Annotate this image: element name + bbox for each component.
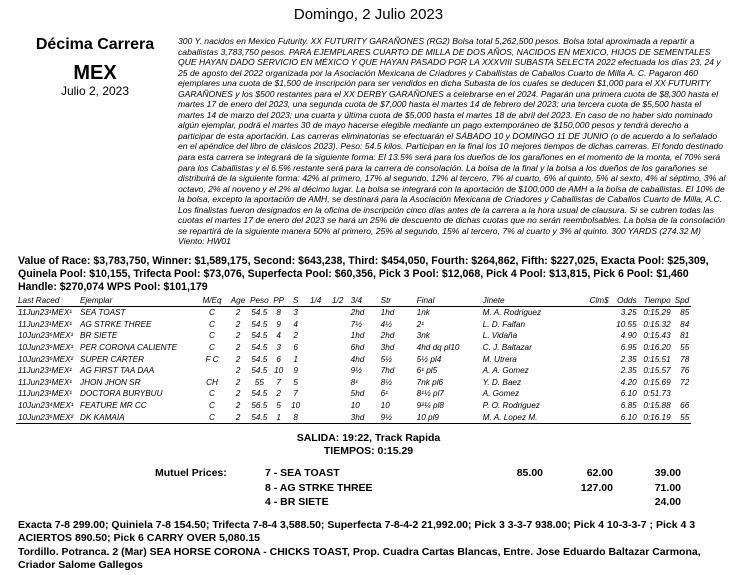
- purse-and-pools: Value of Race: $3,783,750, Winner: $1,589,175, Second: $643,238, Third: $454,050, Fourth: $264,862, Fifth: $227,025, Exacta Pool: $25,309, Quinela Pool: $10,155, Trifecta Pool: $73,076, Superfecta Pool: $60,356, Pick 3 Pool: $12,068, Pick 4 Pool: $13,815, Pick 6 Pool: $1,460: [18, 255, 709, 280]
- table-cell: 78: [680, 354, 690, 364]
- col-q3: 3/4: [349, 295, 379, 307]
- table-cell: P. O. Rodriguez: [482, 401, 540, 411]
- table-cell: 2.35: [620, 354, 637, 364]
- table-cell: 9: [293, 366, 298, 376]
- table-cell: [585, 319, 611, 331]
- track-code: MEX: [73, 62, 117, 84]
- table-cell: AG STRKE THREE: [80, 319, 152, 329]
- table-row: [16, 377, 691, 389]
- table-cell: 8¹½ pl7: [416, 389, 444, 399]
- table-cell: 10Jun23⁶MEX¹: [18, 343, 74, 353]
- table-cell: 2: [235, 389, 241, 399]
- table-cell: 1: [293, 354, 298, 364]
- table-cell: [305, 365, 327, 377]
- table-cell: 1hd: [350, 331, 365, 341]
- table-cell: 10: [350, 401, 360, 411]
- table-cell: [305, 307, 327, 319]
- table-cell: 10: [274, 366, 284, 376]
- mutuel-show: 39.00: [654, 467, 681, 479]
- table-cell: 55: [673, 411, 692, 423]
- col-peso: Peso: [250, 296, 269, 305]
- table-cell: 0:16.19: [639, 411, 673, 423]
- table-cell: 4.90: [620, 331, 637, 341]
- table-cell: 0:51.73: [643, 389, 671, 399]
- mutuel-name: 4 - BR SIETE: [265, 496, 329, 508]
- table-row: [16, 400, 691, 412]
- col-jinete: Jinete: [481, 295, 585, 307]
- mutuel-label: Mutuel Prices:: [155, 467, 227, 479]
- table-cell: 10Jun23⁶MEX²: [18, 354, 74, 364]
- table-cell: [305, 342, 327, 354]
- table-row: [16, 411, 691, 423]
- table-cell: JHON JHON SR: [80, 377, 141, 387]
- table-cell: 11Jun23¹MEX¹: [18, 308, 73, 318]
- table-cell: [305, 411, 327, 423]
- table-cell: 10: [380, 401, 390, 411]
- table-cell: 5: [293, 377, 298, 387]
- table-cell: 6¹: [380, 389, 388, 399]
- table-cell: [585, 377, 611, 389]
- col-q1: 1/4: [305, 295, 327, 307]
- table-cell: 81: [680, 331, 690, 341]
- table-cell: 8¹: [350, 377, 358, 387]
- table-cell: 2: [276, 389, 281, 399]
- table-cell: SEA TOAST: [80, 308, 126, 318]
- table-cell: 6.10: [611, 411, 639, 423]
- table-row: [16, 330, 691, 342]
- table-cell: 11Jun23¹MEX¹: [18, 377, 73, 387]
- table-cell: 6: [293, 343, 298, 353]
- table-cell: 56.5: [251, 401, 268, 411]
- table-cell: 54.5: [251, 308, 268, 318]
- race-name: Décima Carrera: [35, 36, 155, 53]
- table-cell: 2: [235, 377, 241, 387]
- table-cell: [585, 342, 611, 354]
- table-cell: 84: [680, 319, 690, 329]
- table-cell: 6: [276, 354, 281, 364]
- table-cell: [673, 388, 692, 400]
- page-date: Domingo, 2 Julio 2023: [293, 6, 444, 23]
- table-cell: C: [209, 308, 215, 318]
- table-row: [16, 342, 691, 354]
- table-cell: 5½: [380, 354, 393, 364]
- table-cell: 2: [293, 331, 298, 341]
- table-cell: [305, 400, 327, 412]
- table-cell: 10: [291, 401, 301, 411]
- table-cell: 0:15.29: [643, 308, 671, 318]
- table-cell: 7½: [350, 319, 363, 329]
- table-cell: [585, 388, 611, 400]
- table-cell: 6.10: [620, 389, 637, 399]
- table-cell: [327, 400, 349, 412]
- table-cell: 6¹ pl5: [416, 366, 438, 376]
- table-cell: 9²¼ pl8: [416, 401, 444, 411]
- table-cell: 2.35: [620, 366, 637, 376]
- table-cell: 10 pl9: [415, 411, 481, 423]
- table-cell: 2: [235, 401, 241, 411]
- table-cell: [327, 353, 349, 365]
- table-cell: 8½: [380, 377, 393, 387]
- table-cell: 76: [680, 366, 690, 376]
- table-cell: 54.5: [251, 354, 268, 364]
- table-cell: 0:15.32: [643, 319, 671, 329]
- table-cell: DK KAMAIA: [78, 411, 196, 423]
- table-cell: 2: [228, 411, 248, 423]
- table-cell: C: [209, 401, 215, 411]
- col-spd: Spd: [674, 296, 690, 305]
- table-cell: [327, 342, 349, 354]
- table-cell: L. Vidaña: [482, 331, 518, 341]
- table-cell: 9½: [350, 366, 363, 376]
- table-cell: F C: [205, 354, 219, 364]
- table-cell: [196, 365, 228, 377]
- col-age: Age: [228, 295, 248, 307]
- table-cell: CH: [206, 377, 218, 387]
- table-cell: 2: [235, 308, 241, 318]
- table-cell: 6.95: [620, 343, 637, 353]
- table-cell: 2: [235, 319, 241, 329]
- results-header-row: [16, 295, 691, 307]
- table-cell: SUPER CARTER: [80, 354, 144, 364]
- table-cell: 7hd: [380, 366, 395, 376]
- col-final: Final: [415, 295, 481, 307]
- exotic-payouts: Exacta 7-8 299.00; Quiniela 7-8 154.50; Trifecta 7-8-4 3,588.50; Superfecta 7-8-4-2 21,992.00; Pick 3 3-3-7 938.00; Pick 4 10-3-3-7 ; Pick 4 3 ACIERTOS 890.50; Pick 6 CARRY OVER 5,080.15: [18, 519, 696, 544]
- table-cell: M. Utrera: [482, 354, 517, 364]
- table-row: [16, 319, 691, 331]
- table-cell: 54.5: [248, 411, 271, 423]
- mutuel-win: 85.00: [516, 467, 543, 479]
- table-cell: [327, 377, 349, 389]
- table-cell: [327, 319, 349, 331]
- table-cell: [327, 307, 349, 319]
- table-cell: 7nk pl6: [416, 377, 444, 387]
- table-cell: 5: [276, 401, 281, 411]
- table-cell: PER CORONA CALIENTE: [80, 343, 178, 353]
- col-last-raced: Last Raced: [16, 295, 78, 307]
- table-cell: A. A. Gomez: [482, 366, 529, 376]
- table-cell: 11Jun23¹MEX¹: [18, 319, 73, 329]
- col-meq: M/Eq: [196, 295, 228, 307]
- table-cell: [305, 388, 327, 400]
- table-cell: 6hd: [350, 343, 365, 353]
- table-cell: DOCTORA BURYBUU: [80, 389, 163, 399]
- table-cell: [327, 411, 349, 423]
- table-cell: C: [209, 389, 215, 399]
- table-cell: 1hd: [380, 308, 395, 318]
- table-cell: 54.5: [251, 331, 268, 341]
- table-cell: [585, 353, 611, 365]
- table-cell: 4½: [380, 319, 393, 329]
- table-cell: AG FIRST TAA DAA: [80, 366, 155, 376]
- table-cell: 0:15.69: [643, 377, 671, 387]
- start-info: SALIDA: 19:22, Track Rapida: [296, 432, 441, 444]
- table-cell: 10Jun23⁴MEX¹: [18, 401, 74, 411]
- table-cell: Y. D. Baez: [482, 377, 522, 387]
- col-tiempo: Tiempo: [639, 295, 673, 307]
- table-cell: 3: [293, 308, 298, 318]
- table-cell: 1nk: [416, 308, 430, 318]
- table-cell: [305, 353, 327, 365]
- table-cell: [327, 330, 349, 342]
- table-cell: [585, 365, 611, 377]
- table-cell: 2hd: [350, 308, 365, 318]
- mutuel-show: 24.00: [654, 496, 681, 508]
- col-s: S: [287, 295, 305, 307]
- table-cell: 0:15.43: [643, 331, 671, 341]
- table-cell: [327, 388, 349, 400]
- col-clm: Clm$: [585, 295, 611, 307]
- table-cell: 7: [293, 389, 298, 399]
- table-cell: 2: [235, 331, 241, 341]
- table-cell: BR SIETE: [80, 331, 118, 341]
- table-cell: 10Jun23⁶MEX²: [16, 411, 78, 423]
- table-cell: 7: [276, 377, 281, 387]
- times-info: TIEMPOS: 0:15.29: [323, 445, 414, 457]
- table-cell: 85: [680, 308, 690, 318]
- mutuel-name: 7 - SEA TOAST: [265, 467, 340, 479]
- table-row: [16, 307, 691, 319]
- table-cell: 4.20: [620, 377, 637, 387]
- table-cell: C: [196, 411, 228, 423]
- table-cell: [585, 330, 611, 342]
- table-cell: 3.25: [620, 308, 637, 318]
- race-date: Julio 2, 2023: [60, 84, 130, 98]
- table-cell: [585, 400, 611, 412]
- table-cell: [305, 319, 327, 331]
- table-cell: 11Jun23¹MEX¹: [18, 389, 73, 399]
- handle-line: Handle: $270,074 WPS Pool: $101,179: [18, 281, 208, 293]
- col-ejemplar: Ejemplar: [78, 295, 196, 307]
- winner-footnote: Tordillo. Potranca. 2 (Mar) SEA HORSE CORONA - CHICKS TOAST, Prop. Cuadra Cartas Blancas, Entre. Jose Eduardo Baltazar Carmona, Criador Salome Gallegos: [18, 546, 701, 571]
- table-cell: 2: [235, 343, 241, 353]
- table-cell: 54.5: [251, 366, 268, 376]
- table-cell: 5½ pl4: [416, 354, 442, 364]
- table-cell: 11Jun23¹MEX¹: [18, 366, 73, 376]
- table-cell: C: [209, 343, 215, 353]
- table-cell: 0:16.20: [643, 343, 671, 353]
- col-str: Str: [379, 295, 415, 307]
- table-cell: 66: [680, 401, 690, 411]
- table-cell: [585, 411, 611, 423]
- table-cell: 5hd: [350, 389, 365, 399]
- table-cell: 54.5: [251, 389, 268, 399]
- table-cell: 9: [276, 319, 281, 329]
- table-cell: 72: [680, 377, 690, 387]
- table-cell: C: [209, 319, 215, 329]
- mutuel-place: 62.00: [586, 467, 613, 479]
- table-cell: 4hd: [350, 354, 365, 364]
- mutuel-show: 71.00: [654, 481, 681, 494]
- table-cell: M. A. Lopez M.: [481, 411, 585, 423]
- table-cell: 2¹: [416, 319, 424, 329]
- table-cell: 3nk: [416, 331, 430, 341]
- table-cell: 2: [235, 366, 241, 376]
- table-cell: 54.5: [251, 343, 268, 353]
- table-cell: 1: [271, 411, 287, 423]
- col-pp: PP: [271, 295, 287, 307]
- mutuel-place: 127.00: [580, 481, 613, 494]
- table-cell: 2hd: [380, 331, 395, 341]
- table-cell: 3hd: [349, 411, 379, 423]
- table-cell: 9½: [379, 411, 415, 423]
- table-cell: 4hd dq pl10: [416, 343, 460, 353]
- table-cell: 8: [276, 308, 281, 318]
- table-cell: 54.5: [251, 319, 268, 329]
- table-cell: [327, 365, 349, 377]
- table-cell: A. Gomez: [482, 389, 520, 399]
- table-cell: 0:15.57: [643, 366, 671, 376]
- table-cell: 10.55: [616, 319, 637, 329]
- table-cell: 4: [293, 319, 298, 329]
- table-row: [16, 365, 691, 377]
- table-cell: [305, 377, 327, 389]
- table-cell: 3hd: [380, 343, 395, 353]
- table-row: [16, 388, 691, 400]
- table-cell: [585, 307, 611, 319]
- table-cell: 55: [680, 343, 690, 353]
- table-cell: 2: [235, 354, 241, 364]
- col-q2: 1/2: [327, 295, 349, 307]
- table-cell: M. A. Rodriguez: [482, 308, 542, 318]
- table-cell: 0:15.51: [643, 354, 671, 364]
- table-cell: [305, 330, 327, 342]
- race-conditions: 300 Y. nacidos en Mexico Futurity. XX FUTURITY GARAÑONES (RG2) Bolsa total 5,262,500 pesos. Bolsa total aproximada a repartir a caballistas 3,783,750 pesos. PARA EJEMPLARES CUARTO DE MILLA DE DOS AÑOS, NACIDOS EN MEXICO, HIJOS DE SEMENTALES QUE HAYAN DADO SERVICIO EN MÉXICO Y QUE HAYAN PASADO POR LA XXXVIII SUBASTA SELECTA 2022 efectuada los días 23, 24 y 25 de agosto del 2022 organizada por la Asociación Mexicana de Criadores y Caballistas de Caballos Cuarto de Milla A. C. Pagaron 460 ejemplares una cuota de $1,500 de inscripción para ser vendidos en dicha Subasta de los cuales se deducen $1,000 para el XX FUTURITY GARAÑONES y los $500 restantes para el XX DERBY GARAÑONES a celebrarse en el 2024. Pagarán una primera cuota de $8,300 hasta el martes 17 de enero del 2023, una segunda cuota de $7,000 hasta el martes 14 de febrero del 2023; una tercera cuota de $5,500 hasta el martes 14 de marzo del 2023; una cuarta y última cuota de $5,000 hasta el martes 18 de abril del 2023. En caso de no haber sido nominado algún ejemplar, podrá el martes 30 de mayo hacerse elegible mediante un pago extemporáneo de $150,000 pesos y tendrá derecho a participar de esta aportación. Las carreras eliminatorias se efectuarán el SÁBADO 10 y DOMINGO 11 DE JUNIO (o de acuerdo a lo señalado en el apéndice del libro de clásicos 2023). Peso: 54.5 kilos. Participan en la final los 10 mejores tiempos de dichas carreras. El fondo destinado para esta carrera se integrará de la siguiente forma: El 13.5% será para los dueños de los garañones en el momento de la monta, el 70% será para los Caballistas y el 6.5% restante será para la carrera de consolación. La bolsa de la final y la bolsa a los dueños de los garañones se distribuirá de la siguiente forma: 42% al primero, 17% al segundo, 12% al tercero, 7% al cuarto, 6% al quinto, 5% al sexto, 4% al séptimo, 3% al octavo, 2% al noveno y el 2% al décimo lugar. La bolsa se integrará con la aportación de $100,000 de AMH a la bolsa de caballistas. El 10% de la bolsa, excepto la aportación de AMH, se destinará para la Asociación Mexicana de Criadores y Caballistas de Caballos Cuarto de Milla, A.C. Los finalistas fueron designados en la oficina de inscripción cinco días antes de la carrera a la hora usual de clausura. Si se cubren todas las cuotas el martes 17 de enero del 2023 se hará un 25% de descuento de dichas cuotas que no serán reembolsables. La bolsa de la consolación se repartirá de la siguiente manera 50% al primero, 25% al segundo, 15% al tercero, 7% al cuarto y 3% al quinto. 300 YARDS (274.32 M) Viento: HW01: [178, 36, 726, 247]
- table-cell: FEATURE MR CC: [80, 401, 147, 411]
- table-cell: L. D. Falfan: [482, 319, 525, 329]
- results-table: [16, 295, 691, 424]
- table-cell: 3: [276, 343, 281, 353]
- table-cell: 55: [254, 377, 264, 387]
- table-row: [16, 353, 691, 365]
- table-cell: C. J. Baltazar: [482, 343, 532, 353]
- table-cell: 6.85: [620, 401, 637, 411]
- table-cell: C: [209, 331, 215, 341]
- table-cell: 0:15.88: [643, 401, 671, 411]
- table-cell: 8: [287, 411, 305, 423]
- col-odds: Odds: [611, 295, 639, 307]
- mutuel-name: 8 - AG STRKE THREE: [265, 481, 373, 494]
- table-cell: 4: [276, 331, 281, 341]
- table-cell: 10Jun23⁶MEX¹: [18, 331, 74, 341]
